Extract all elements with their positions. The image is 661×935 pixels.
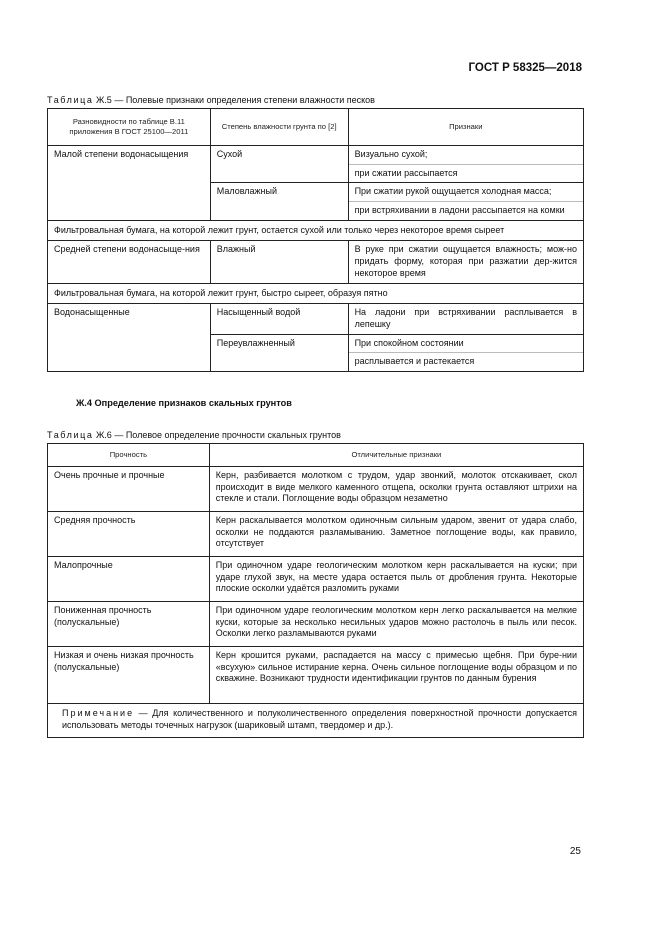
document-code: ГОСТ Р 58325—2018 (468, 62, 582, 74)
col-header-signs: Отличительные признаки (209, 444, 583, 467)
sign-line: при встряхивании в ладони рассыпается на комки (349, 201, 583, 220)
table-row (48, 466, 584, 511)
signs-cell (348, 146, 583, 183)
strength-cell: Малопрочные (48, 556, 210, 601)
kind-cell: Средней степени водонасыще-ния (48, 241, 211, 283)
table-header-row (48, 109, 584, 146)
page-number: 25 (569, 846, 581, 857)
table-note-row (48, 703, 584, 737)
strength-cell: Пониженная прочность (полускальные) (48, 601, 210, 646)
table-note-row (48, 283, 584, 304)
col-header-kind: Разновидности по таблице В.11 приложения В ГОСТ 25100—2011 (48, 109, 211, 146)
caption-prefix: Таблица (47, 95, 94, 105)
signs-cell: Керн крошится руками, распадается на массу с примесью щебня. При буре-нии «всухую» сильное истирание керна. Очень сильное поглощение воды образцом и по скважине. Возникают трудности идентификации грунтов по данным бурения (209, 646, 583, 703)
strength-cell: Низкая и очень низкая прочность (полускальные) (48, 646, 210, 703)
signs-cell: На ладони при встряхивании расплывается в лепешку (348, 304, 583, 334)
table-z6 (47, 443, 584, 738)
table-row (48, 511, 584, 556)
col-header-degree: Степень влажности грунта по [2] (210, 109, 348, 146)
caption-text: Ж.5 — Полевые признаки определения степени влажности песков (93, 95, 375, 105)
sign-line: При спокойном состоянии (354, 337, 464, 348)
sign-line: при сжатии рассыпается (349, 164, 583, 183)
strength-cell: Очень прочные и прочные (48, 466, 210, 511)
col-header-signs: Признаки (348, 109, 583, 146)
kind-cell: Малой степени водонасыщения (48, 146, 211, 221)
table-row (48, 601, 584, 646)
table-note-row (48, 220, 584, 241)
degree-cell: Сухой (210, 146, 348, 183)
table-z5-caption (47, 95, 375, 105)
sign-line: расплывается и растекается (349, 352, 583, 371)
caption-text: Ж.6 — Полевое определение прочности скальных грунтов (93, 430, 341, 440)
signs-cell: Керн, разбивается молотком с трудом, удар звонкий, молоток отскакивает, скол происходит в виде мелкого каменного отщепа, осколки грунта оставляют штрихи на стекле и стали. Поглощение воды образцом незаметно (209, 466, 583, 511)
table-row (48, 241, 584, 283)
table-row (48, 646, 584, 703)
table-row (48, 304, 584, 334)
degree-cell: Насыщенный водой (210, 304, 348, 334)
col-header-strength: Прочность (48, 444, 210, 467)
strength-cell: Средняя прочность (48, 511, 210, 556)
signs-cell (348, 334, 583, 371)
table-row (48, 146, 584, 183)
signs-cell: При одиночном ударе геологическим молотком керн раскалывается на куски; при ударе глухой звук, на месте удара остается пыль от дробления грунта. Некоторые плоские осколки удаётся разломить руками (209, 556, 583, 601)
sign-line: Визуально сухой; (354, 149, 428, 159)
table-row (48, 556, 584, 601)
degree-cell: Переувлажненный (210, 334, 348, 371)
note-text: — Для количественного и полуколичественного определения поверхностной прочности допускается использовать методы точечных нагрузок (шариковый штамп, твердомер и др.). (62, 707, 577, 730)
filter-paper-note: Фильтровальная бумага, на которой лежит грунт, остается сухой или только через некоторое время сыреет (48, 220, 584, 241)
kind-cell: Водонасыщенные (48, 304, 211, 372)
table-note (48, 703, 584, 737)
sign-line: При сжатии рукой ощущается холодная масса; (354, 186, 552, 197)
signs-cell: При одиночном ударе геологическим молотком керн легко раскалывается на мелкие куски, которые за несколько несильных ударов можно растолочь в пыль или песок. Осколки легко разламываются руками (209, 601, 583, 646)
degree-cell: Маловлажный (210, 183, 348, 220)
section-heading: Ж.4 Определение признаков скальных грунтов (76, 398, 292, 408)
note-label: Примечание (62, 707, 135, 718)
signs-cell: В руке при сжатии ощущается влажность; мож-но придать форму, которая при разжатии дер-жится некоторое время (348, 241, 583, 283)
filter-paper-note: Фильтровальная бумага, на которой лежит грунт, быстро сыреет, образуя пятно (48, 283, 584, 304)
signs-cell: Керн раскалывается молотком одиночным сильным ударом, звенит от удара слабо, осколки не поддаются разламыванию. Заметное поглощение воды, как правило, отсутствует (209, 511, 583, 556)
table-z5 (47, 108, 584, 372)
degree-cell: Влажный (210, 241, 348, 283)
table-z6-caption (47, 430, 341, 440)
caption-prefix: Таблица (47, 430, 94, 440)
table-header-row (48, 444, 584, 467)
signs-cell (348, 183, 583, 220)
